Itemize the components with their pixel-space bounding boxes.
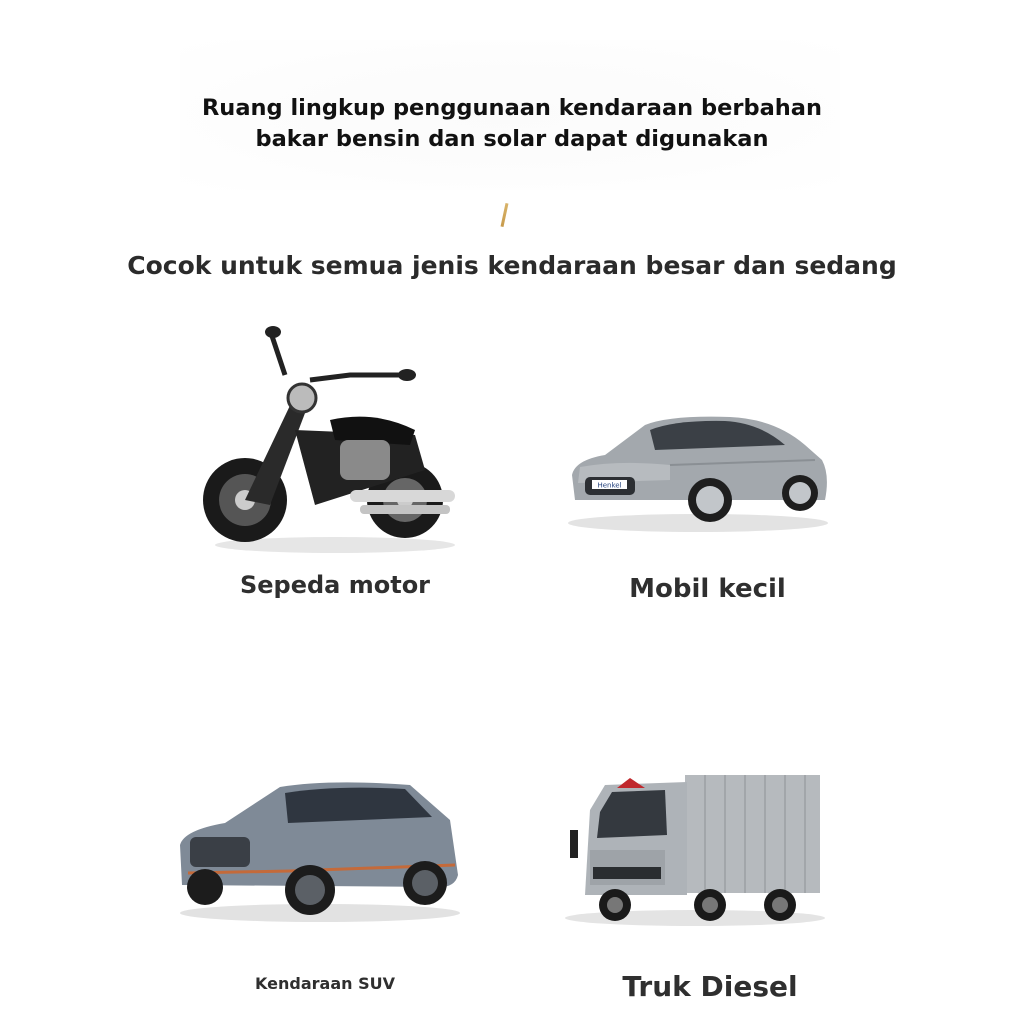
decorative-divider [501, 203, 509, 227]
motorcycle-icon [200, 320, 470, 555]
page-title-line-1: Ruang lingkup penggunaan kendaraan berbahan [201, 95, 822, 121]
car-icon [560, 405, 835, 535]
page-title [160, 93, 864, 155]
page-subtitle: Cocok untuk semua jenis kendaraan besar dan sedang [127, 251, 897, 280]
vehicle-label-truck: Truk Diesel [622, 970, 798, 1003]
vehicle-label-suv: Kendaraan SUV [255, 974, 395, 993]
license-plate: Henkel [597, 481, 622, 490]
vehicle-label-car: Mobil kecil [629, 574, 786, 604]
suv-icon [170, 775, 470, 925]
truck-icon [555, 770, 830, 930]
vehicle-label-motorcycle: Sepeda motor [239, 571, 431, 599]
page-title-line-2: bakar bensin dan solar dapat digunakan [255, 126, 769, 152]
